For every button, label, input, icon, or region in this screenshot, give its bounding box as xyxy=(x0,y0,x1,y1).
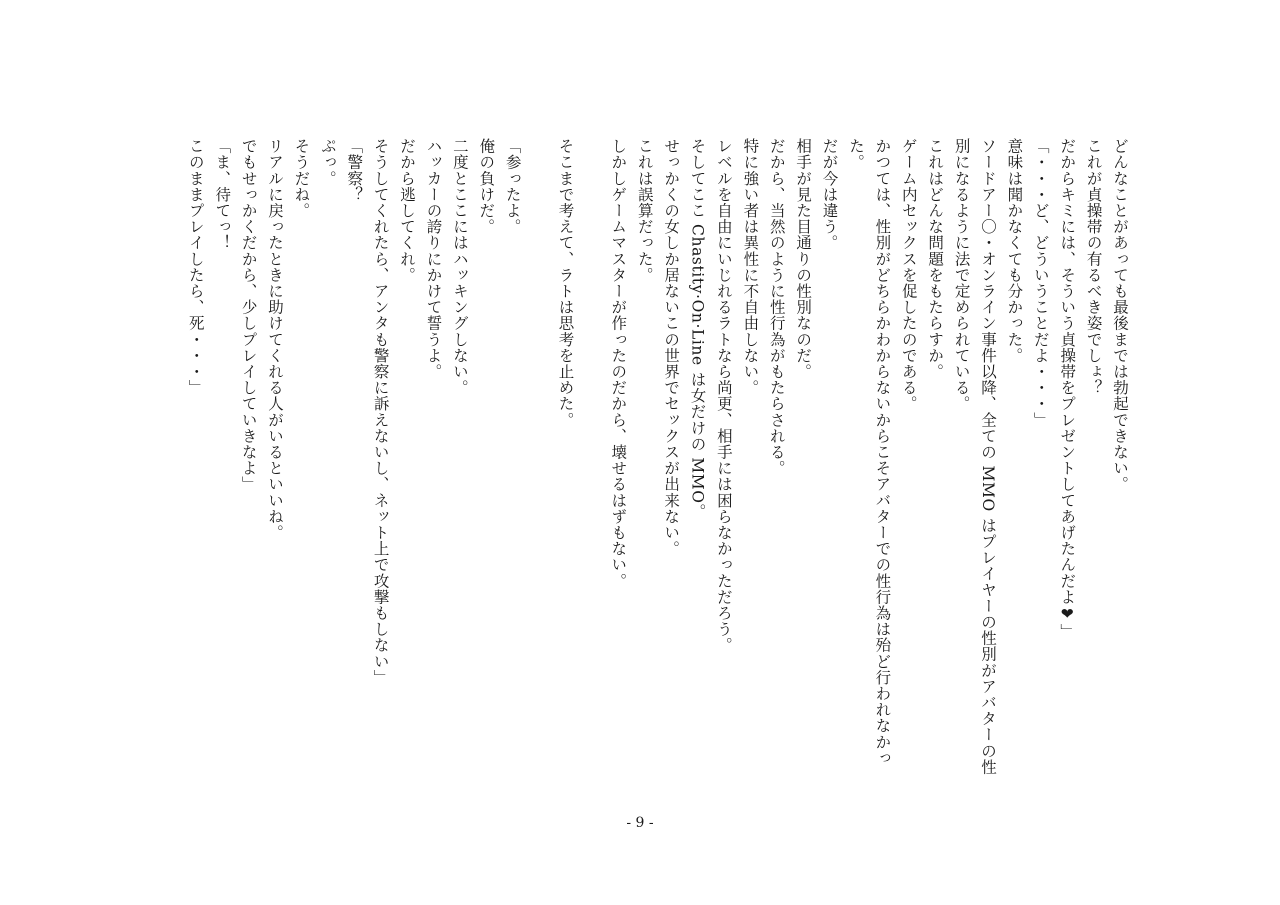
text-line: 二度とここにはハッキングしない。 xyxy=(450,138,469,396)
text-line: 「・・・ど、どういうことだよ・・・」 xyxy=(1031,138,1050,428)
text-line: これは誤算だった。 xyxy=(635,138,654,283)
text-line: どんなことがあっても最後までは勃起できない。 xyxy=(1111,138,1129,493)
text-line: このままプレイしたら、死・・・」 xyxy=(186,138,205,396)
text-line: そうだね。 xyxy=(292,138,311,219)
text-line: ソードアー〇・オンライン事件以降、全ての MMO はプレイヤーの性別がアバターの性 xyxy=(978,138,997,775)
text-line: そこまで考えて、ラトは思考を止めた。 xyxy=(556,138,575,428)
text-line: ぷっ。 xyxy=(318,138,337,187)
text-line: レベルを自由にいじれるラトなら尚更、相手には困らなかっただろう。 xyxy=(714,138,733,654)
text-line: そしてここ Chastity·On·Line は女だけの MMO。 xyxy=(688,138,707,520)
text-line: 相手が見た目通りの性別なのだ。 xyxy=(794,138,813,380)
text-line: これはどんな問題をもたらすか。 xyxy=(926,138,945,380)
text-line: た。 xyxy=(846,138,865,171)
text-line: リアルに戻ったときに助けてくれる人がいるといいね。 xyxy=(266,138,284,541)
text-line: だからキミには、そういう貞操帯をプレゼントしてあげたんだよ❤」 xyxy=(1058,138,1077,640)
text-line: だが今は違う。 xyxy=(820,138,839,251)
text-line: これが貞操帯の有るべき姿でしょ？ xyxy=(1084,138,1103,396)
text-line: 特に強い者は異性に不自由しない。 xyxy=(741,138,760,396)
vertical-text-body xyxy=(182,138,1133,818)
text-line: ゲーム内セックスを促したのである。 xyxy=(899,138,918,412)
text-line: しかしゲームマスターが作ったのだから、壊せるはずもない。 xyxy=(609,138,628,589)
text-line: 別になるように法で定められている。 xyxy=(952,138,971,412)
text-line: 俺の負けだ。 xyxy=(477,138,496,235)
text-line: せっかくの女しか居ないこの世界でセックスが出来ない。 xyxy=(662,138,681,557)
text-line: だから、当然のように性行為がもたらされる。 xyxy=(767,138,786,477)
blank-line xyxy=(578,138,604,818)
page-number: - 9 - xyxy=(626,815,654,831)
text-line: でもせっかくだから、少しプレイしていきなよ」 xyxy=(239,138,258,493)
text-line: 「参ったよ。 xyxy=(503,138,522,235)
text-line: ハッカーの誇りにかけて誓うよ。 xyxy=(424,138,443,380)
text-line: 意味は聞かなくても分かった。 xyxy=(1005,138,1024,364)
text-line: 「警察？ xyxy=(345,138,364,203)
text-line: だから逃してくれ。 xyxy=(398,138,417,283)
text-line: かつては、性別がどちらかわからないからこそアバターでの性行為は殆ど行われなかっ xyxy=(873,138,892,766)
text-line: 「ま、待てっ！ xyxy=(213,138,232,251)
blank-line xyxy=(526,138,552,818)
text-line: そうしてくれたら、アンタも警察に訴えないし、ネット上で攻撃もしない」 xyxy=(371,138,390,686)
